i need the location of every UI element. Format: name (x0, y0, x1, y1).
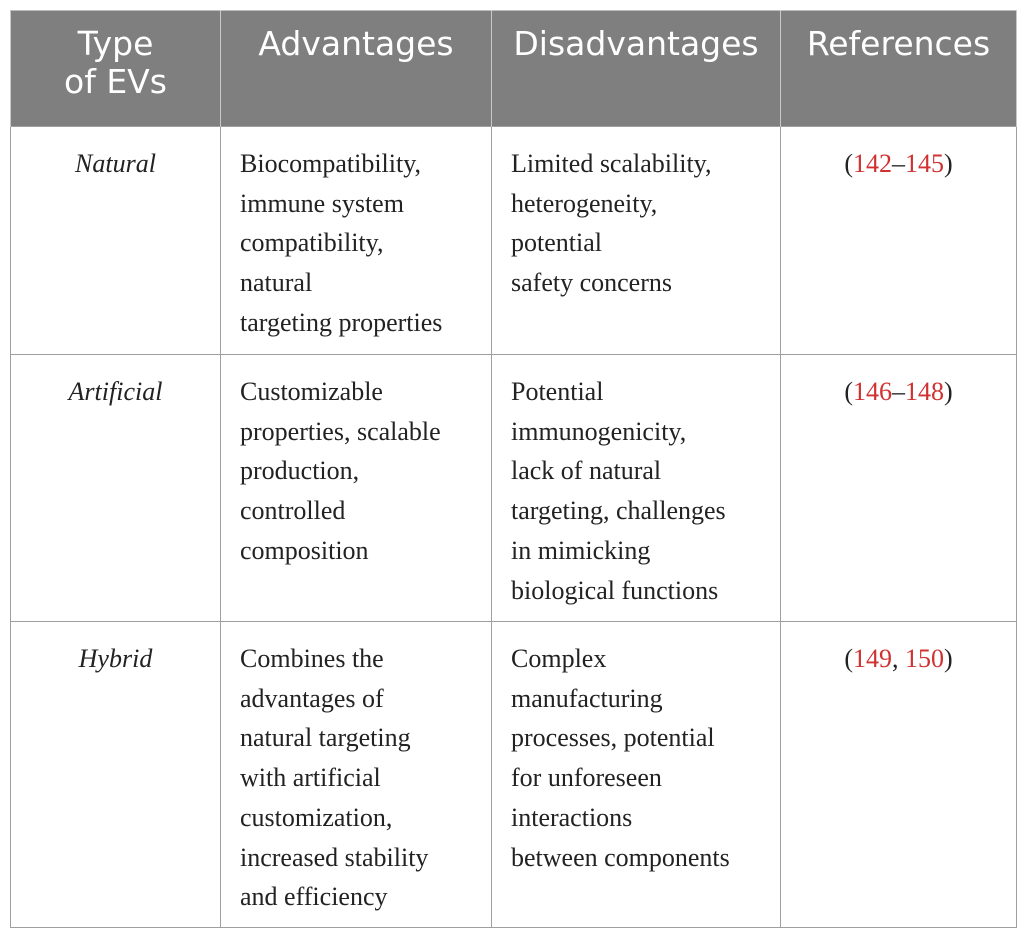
reference-link[interactable]: 146 (853, 377, 892, 406)
ev-comparison-table (10, 10, 1017, 928)
table-row (11, 622, 1017, 928)
references-cell (781, 127, 1017, 355)
reference-link[interactable]: 145 (905, 149, 944, 178)
disadvantages-line: biological functions (511, 575, 719, 605)
type-label: Hybrid (78, 644, 153, 673)
advantages-line: Customizable (240, 377, 383, 406)
advantages-line: targeting properties (240, 307, 443, 337)
disadvantages-line: for unforeseen (511, 763, 662, 793)
ref-open-paren: ( (844, 644, 853, 673)
disadvantages-line: manufacturing (511, 683, 663, 713)
advantages-line: and efficiency (240, 882, 388, 912)
advantages-line: controlled (240, 496, 346, 526)
disadvantages-line: processes, potential (511, 723, 715, 753)
advantages-line: customization, (240, 802, 393, 832)
disadvantages-cell (492, 127, 781, 355)
advantages-cell (221, 622, 492, 928)
ref-close-paren: ) (944, 377, 953, 406)
header-disadvantages (492, 11, 781, 127)
header-advantages (221, 11, 492, 127)
table-header (11, 11, 1017, 127)
ref-close-paren: ) (944, 149, 953, 178)
advantages-line: Biocompatibility, (240, 149, 422, 178)
table-row (11, 127, 1017, 355)
ref-separator: – (892, 149, 905, 178)
ref-close-paren: ) (944, 644, 953, 673)
disadvantages-line: heterogeneity, (511, 188, 658, 218)
advantages-line: compatibility, (240, 228, 384, 258)
header-references-label: References (806, 24, 991, 63)
advantages-line: Combines the (240, 644, 384, 673)
disadvantages-line: Complex (511, 644, 607, 673)
header-type-line-1: Type (77, 24, 154, 63)
references-cell (781, 355, 1017, 622)
disadvantages-line: potential (511, 228, 602, 258)
advantages-line: production, (240, 456, 360, 486)
ref-separator: , (892, 644, 905, 673)
advantages-line: immune system (240, 188, 404, 218)
disadvantages-line: in mimicking (511, 535, 651, 565)
advantages-line: with artificial (240, 763, 381, 793)
header-type-of-evs (11, 11, 221, 127)
ref-separator: – (892, 377, 905, 406)
type-label: Artificial (68, 377, 163, 406)
disadvantages-cell (492, 622, 781, 928)
reference-link[interactable]: 148 (905, 377, 944, 406)
type-label: Natural (75, 149, 156, 178)
disadvantages-line: between components (511, 842, 730, 872)
references-cell (781, 622, 1017, 928)
table-body (11, 127, 1017, 928)
disadvantages-line: Potential (511, 377, 604, 406)
disadvantages-line: lack of natural (511, 456, 662, 486)
ref-open-paren: ( (844, 149, 853, 178)
disadvantages-line: safety concerns (511, 268, 672, 298)
advantages-line: properties, scalable (240, 416, 441, 446)
reference-link[interactable]: 150 (905, 644, 944, 673)
disadvantages-line: targeting, challenges (511, 496, 726, 526)
reference-link[interactable]: 142 (853, 149, 892, 178)
header-advantages-label: Advantages (258, 24, 454, 63)
header-disadvantages-label: Disadvantages (513, 24, 759, 63)
advantages-line: advantages of (240, 683, 384, 713)
type-cell (11, 622, 221, 928)
reference-link[interactable]: 149 (853, 644, 892, 673)
type-cell (11, 355, 221, 622)
disadvantages-cell (492, 355, 781, 622)
advantages-line: increased stability (240, 842, 429, 872)
header-row (11, 11, 1017, 127)
disadvantages-line: interactions (511, 802, 633, 832)
advantages-line: natural targeting (240, 723, 411, 753)
advantages-line: composition (240, 535, 369, 565)
disadvantages-line: immunogenicity, (511, 416, 687, 446)
advantages-cell (221, 355, 492, 622)
ev-comparison-table-container (10, 10, 1016, 927)
type-cell (11, 127, 221, 355)
header-references (781, 11, 1017, 127)
header-type-line-2: of EVs (64, 62, 167, 101)
table-row (11, 355, 1017, 622)
disadvantages-line: Limited scalability, (511, 149, 712, 178)
ref-open-paren: ( (844, 377, 853, 406)
advantages-cell (221, 127, 492, 355)
advantages-line: natural (240, 268, 313, 298)
